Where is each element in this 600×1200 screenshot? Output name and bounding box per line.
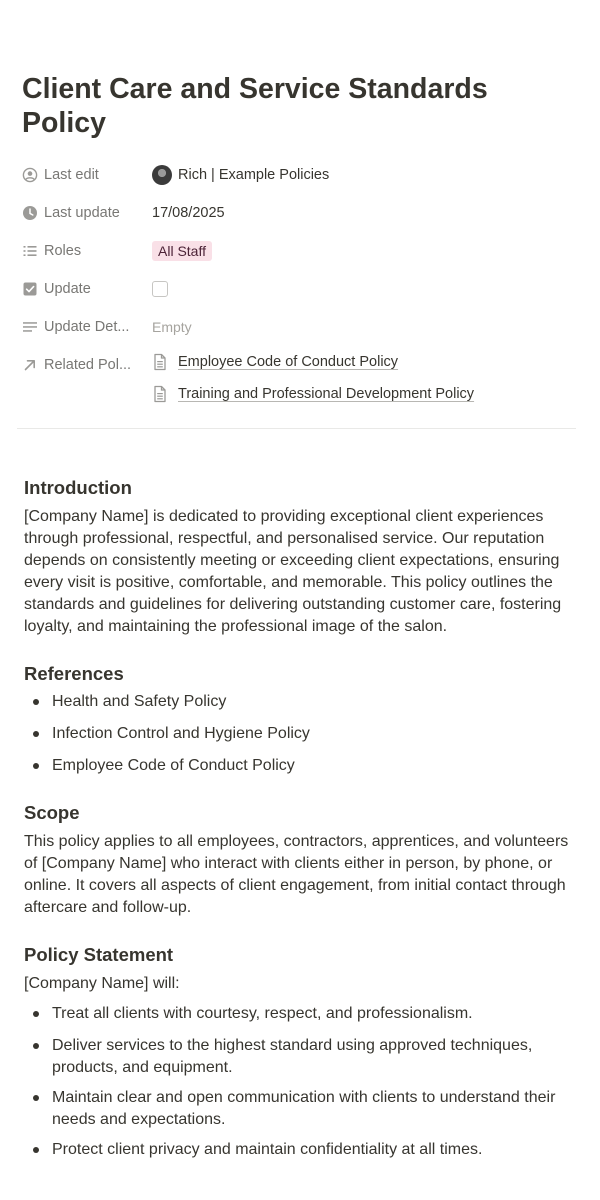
bulleted-list <box>24 691 572 777</box>
divider <box>17 428 576 429</box>
property-key-last-update[interactable] <box>22 194 147 232</box>
paragraph: This policy applies to all employees, contractors, apprentices, and volunteers of [Company Name] who interact with clients either in person, by phone, or online. It covers all aspects of client engagement, from initial contact through aftercare and follow-up. <box>24 833 569 916</box>
related-policy-item[interactable] <box>152 378 474 410</box>
update-checkbox[interactable] <box>152 281 168 297</box>
list-item: Maintain clear and open communication with clients to understand their needs and expectations. <box>24 1087 572 1131</box>
person-circle-icon <box>22 167 38 183</box>
property-roles <box>22 232 578 270</box>
property-key-last-edit[interactable] <box>22 156 147 194</box>
document-icon <box>152 385 168 403</box>
role-tag: All Staff <box>152 241 212 261</box>
list-item: Deliver services to the highest standard using approved techniques, products, and equipment. <box>24 1035 572 1079</box>
checkbox-icon <box>22 281 38 297</box>
property-last-update <box>22 194 578 232</box>
bulleted-list <box>24 1003 572 1161</box>
list-item: Protect client privacy and maintain confidentiality at all times. <box>24 1139 572 1161</box>
section-heading: Scope <box>24 802 80 823</box>
property-key-update[interactable] <box>22 270 147 308</box>
section-heading: References <box>24 663 124 684</box>
empty-placeholder: Empty <box>152 319 192 335</box>
property-update-details <box>22 308 578 346</box>
property-label: Roles <box>44 243 82 259</box>
property-label: Update <box>44 281 91 297</box>
section-scope <box>24 799 572 919</box>
property-key-related-policies[interactable] <box>22 346 147 384</box>
property-update <box>22 270 578 308</box>
property-value-last-edit[interactable] <box>152 156 578 194</box>
property-last-edit <box>22 156 578 194</box>
property-label: Update Det... <box>44 319 130 335</box>
last-update-date: 17/08/2025 <box>152 205 225 221</box>
list-item: Treat all clients with courtesy, respect, and professionalism. <box>24 1003 572 1025</box>
property-value-update <box>152 270 578 308</box>
avatar <box>152 165 172 185</box>
property-key-update-details[interactable] <box>22 308 147 346</box>
list-item: Infection Control and Hygiene Policy <box>24 723 572 745</box>
related-policy-link[interactable]: Employee Code of Conduct Policy <box>178 354 399 370</box>
property-value-roles[interactable] <box>152 232 578 270</box>
list-icon <box>22 243 38 259</box>
related-policy-link[interactable]: Training and Professional Development Policy <box>178 386 475 402</box>
property-label: Last update <box>44 205 120 221</box>
section-introduction <box>24 474 572 638</box>
section-references <box>24 660 572 777</box>
property-label: Last edit <box>44 167 99 183</box>
property-key-roles[interactable] <box>22 232 147 270</box>
related-policy-item[interactable] <box>152 346 474 378</box>
page-title: Client Care and Service Standards Policy <box>22 73 488 139</box>
arrow-up-right-icon <box>22 357 38 373</box>
properties-panel <box>22 156 578 402</box>
section-heading: Introduction <box>24 477 132 498</box>
document-icon <box>152 353 168 371</box>
property-value-update-details[interactable] <box>152 308 578 346</box>
list-item: Employee Code of Conduct Policy <box>24 755 572 777</box>
property-label: Related Pol... <box>44 357 132 373</box>
section-heading: Policy Statement <box>24 944 174 965</box>
related-policies-list <box>152 346 474 410</box>
clock-icon <box>22 205 38 221</box>
property-value-last-update[interactable] <box>152 194 578 232</box>
page-content <box>24 474 572 1161</box>
section-policy-statement <box>24 941 572 1161</box>
text-lines-icon <box>22 319 38 335</box>
paragraph: [Company Name] is dedicated to providing exceptional client experiences through professional, respectful, and personalised service. Our reputation depends on consistently meeting or exceeding client expectations, ensuring every visit is positive, comfortable, and memorable. This policy outlines the standards and guidelines for delivering outstanding customer care, fostering loyalty, and maintaining the professional image of the salon. <box>24 508 562 635</box>
last-edit-user: Rich | Example Policies <box>178 167 330 183</box>
list-item: Health and Safety Policy <box>24 691 572 713</box>
paragraph: [Company Name] will: <box>24 975 180 992</box>
